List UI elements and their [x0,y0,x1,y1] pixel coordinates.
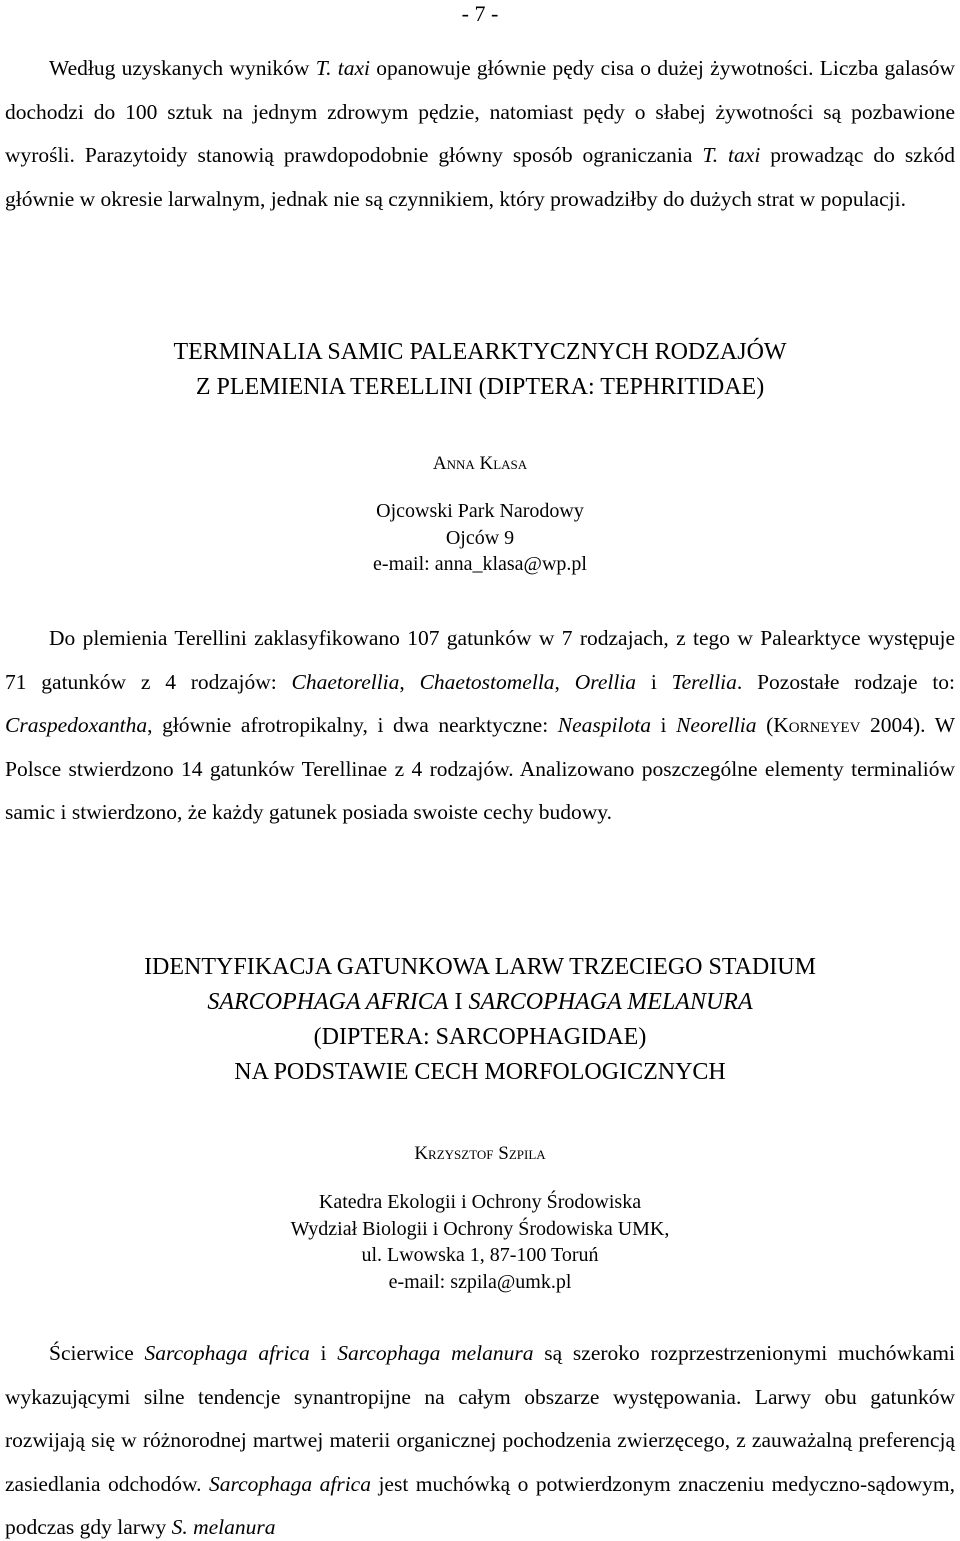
article-1-abstract-text-9: 2004). W Polsce stwierdzono 14 gatunków Terellinae z 4 rodzajów. Analizowano poszczególne elementy terminaliów samic i stwierdzono, że każdy gatunek posiada swoiste cechy budowy. [5,713,955,824]
article-1-abstract-text-5: . Pozostałe rodzaje to: [736,669,956,694]
article-1-abstract-text-6: , głównie afrotropikalny, i dwa nearktyczne: [147,713,558,737]
species-sarcophaga-africa: Sarcophaga africa [144,1341,310,1365]
article-1-title-line-2: Z PLEMIENIA TERELLINI (DIPTERA: TEPHRITIDAE) [195,374,765,400]
intro-text-3: prowadząc do szkód głównie w okresie larwalnym, jednak nie są czynnikiem, który prowadziłby do dużych strat w populacji. [5,143,955,211]
article-2-affiliation-line-3: ul. Lwowska 1, 87-100 Toruń [361,1244,599,1266]
article-1-abstract-text-4: i [636,669,672,694]
article-2-abstract-text-3: są szeroko rozprzestrzenionymi muchówkami wykazującymi silne tendencje synantropijne na całym obszarze występowania. Larwy obu gatunków rozwijają się w różnorodnej martwej materii organicznej pochodzenia zwierzęcego, z zauważalną preferencją zasiedlania odchodów. [5,1341,956,1496]
genus-neaspilota: Neaspilota [557,713,651,737]
article-2-email: e-mail: szpila@umk.pl [388,1270,572,1293]
genus-chaetorellia: Chaetorellia [291,669,400,694]
article-2-affiliation [0,1189,960,1295]
article-2-title-line-2 [0,985,960,1020]
article-1-title [0,335,960,405]
article-1-affiliation [0,498,960,578]
article-2-affiliation-line-2: Wydział Biologii i Ochrony Środowiska UMK, [290,1217,670,1240]
article-1-abstract-text-7: i [650,713,677,737]
article-1-title-line-1: TERMINALIA SAMIC PALEARKTYCZNYCH RODZAJÓW [173,339,787,365]
article-2-abstract-text-2: i [309,1341,338,1365]
page-number: - 7 - [461,1,499,26]
article-2-author: Krzysztof Szpila [414,1143,546,1164]
article-2-abstract [5,1332,955,1541]
genus-orellia: Orellia [574,669,637,694]
citation-author: Korneyev [773,713,861,737]
intro-text-2: opanowuje głównie pędy cisa o dużej żywotności. Liczba galasów dochodzi do 100 sztuk na jednym zdrowym pędzie, natomiast pędy o słabej żywotności są pozbawione wyrośli. Parazytoidy stanowią prawdopodobnie główny sposób ograniczania [5,56,956,167]
article-2-title [0,950,960,1090]
article-1-abstract-text-3: , [554,669,575,694]
article-2-abstract-text-1: Ścierwice [49,1341,145,1365]
article-2-title-line-4: NA PODSTAWIE CECH MORFOLOGICZNYCH [234,1059,726,1085]
intro-paragraph [5,47,955,221]
genus-craspedoxantha: Craspedoxantha [5,713,148,737]
intro-species-1: T. taxi [315,56,371,80]
article-2-abstract-text-4: jest muchówką o potwierdzonym znaczeniu medyczno-sądowym, podczas gdy larwy [5,1471,955,1539]
article-1-email: e-mail: anna_klasa@wp.pl [373,553,587,575]
species-sarcophaga-africa-2: Sarcophaga africa [209,1471,371,1496]
article-2-title-species-2: SARCOPHAGA MELANURA [468,989,753,1015]
article-2-title-connector: I [448,989,469,1015]
article-1-abstract-text-2: , [399,669,420,694]
article-2-title-line-3: (DIPTERA: SARCOPHAGIDAE) [313,1024,647,1050]
genus-neorellia: Neorellia [676,713,757,737]
article-1-abstract-text-8: ( [756,713,774,737]
article-2-title-species-1: SARCOPHAGA AFRICA [207,989,449,1015]
article-1-abstract-text-1: Do plemienia Terellini zaklasyfikowano 107 gatunków w 7 rodzajach, z tego w Palearktyce występuje 71 gatunków z 4 rodzajów: [5,626,955,694]
article-1-affiliation-line-1: Ojcowski Park Narodowy [376,500,584,522]
intro-text-1: Według uzyskanych wyników [49,56,316,80]
article-2-title-line-1: IDENTYFIKACJA GATUNKOWA LARW TRZECIEGO STADIUM [144,954,816,980]
article-1-author: Anna Klasa [432,453,528,474]
article-2-affiliation-line-1: Katedra Ekologii i Ochrony Środowiska [318,1191,642,1213]
species-s-melanura: S. melanura [171,1515,276,1539]
genus-chaetostomella: Chaetostomella [419,669,555,694]
genus-terellia: Terellia [671,669,737,694]
article-1-affiliation-line-2: Ojców 9 [445,526,515,549]
article-1-abstract [5,617,955,835]
intro-species-2: T. taxi [702,143,761,167]
species-sarcophaga-melanura: Sarcophaga melanura [337,1341,534,1365]
